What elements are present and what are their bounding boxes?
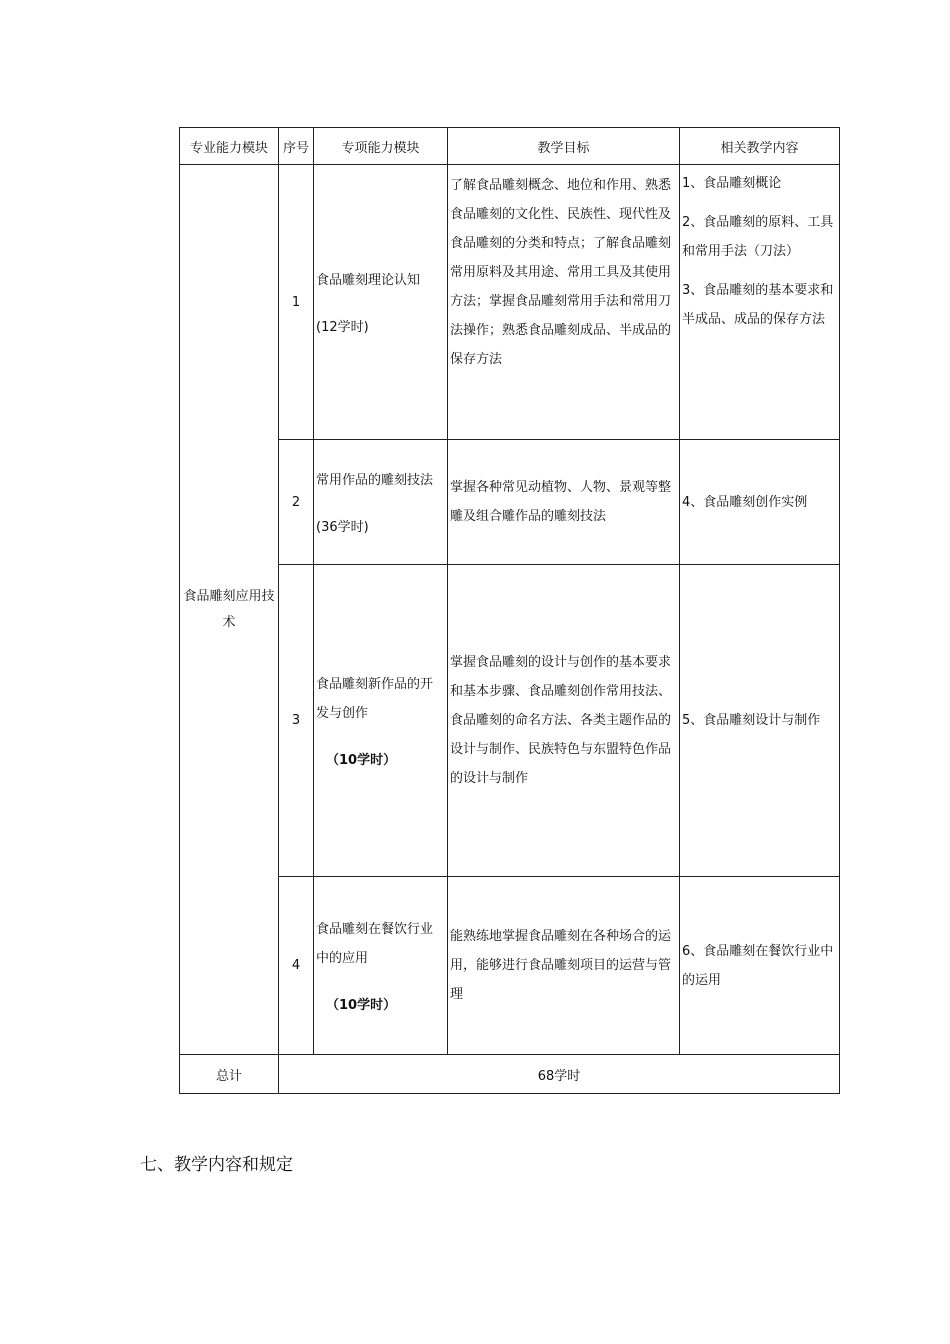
skill-cell — [314, 440, 448, 565]
total-row — [180, 1055, 840, 1094]
content-cell — [680, 440, 840, 565]
skill-hours: （10学时） — [326, 752, 397, 768]
section-heading: 七、教学内容和规定 — [140, 1155, 293, 1175]
table-row — [180, 165, 840, 440]
header-content: 相关教学内容 — [680, 128, 840, 165]
skill-cell — [314, 565, 448, 877]
total-label: 总计 — [180, 1055, 279, 1094]
table-row — [180, 877, 840, 1055]
content-cell — [680, 877, 840, 1055]
row-number: 2 — [279, 440, 314, 565]
skill-hours: (36学时) — [316, 519, 369, 535]
table-row — [180, 565, 840, 877]
row-number: 1 — [279, 165, 314, 440]
row-number: 3 — [279, 565, 314, 877]
header-number: 序号 — [279, 128, 314, 165]
skill-hours: (12学时) — [316, 319, 369, 335]
skill-cell — [314, 877, 448, 1055]
content-cell — [680, 565, 840, 877]
content-item: 5、食品雕刻设计与制作 — [682, 713, 821, 728]
module-name — [180, 165, 279, 1055]
skill-hours: （10学时） — [326, 997, 397, 1013]
content-cell — [680, 165, 840, 440]
skill-name: 食品雕刻在餐饮行业中的应用 — [316, 921, 434, 966]
goal-cell: 掌握各种常见动植物、人物、景观等整雕及组合雕作品的雕刻技法 — [448, 440, 680, 565]
header-goal: 教学目标 — [448, 128, 680, 165]
content-item: 3、食品雕刻的基本要求和半成品、成品的保存方法 — [682, 283, 834, 327]
skill-name: 食品雕刻理论认知 — [316, 272, 421, 288]
header-module: 专业能力模块 — [180, 128, 279, 165]
goal-cell: 了解食品雕刻概念、地位和作用、熟悉食品雕刻的文化性、民族性、现代性及食品雕刻的分类和特点；了解食品雕刻常用原料及其用途、常用工具及其使用方法；掌握食品雕刻常用手法和常用刀法操作；熟悉食品雕刻成品、半成品的保存方法 — [448, 165, 680, 440]
content-item: 4、食品雕刻创作实例 — [682, 494, 808, 510]
table-row — [180, 440, 840, 565]
total-value: 68学时 — [279, 1055, 840, 1094]
goal-cell: 能熟练地掌握食品雕刻在各种场合的运用，能够进行食品雕刻项目的运营与管理 — [448, 877, 680, 1055]
module-name-text: 食品雕刻应用技术 — [183, 588, 275, 630]
goal-cell: 掌握食品雕刻的设计与创作的基本要求和基本步骤、食品雕刻创作常用技法、食品雕刻的命名方法、各类主题作品的设计与制作、民族特色与东盟特色作品的设计与制作 — [448, 565, 680, 877]
skill-name: 常用作品的雕刻技法 — [316, 472, 434, 488]
content-item: 1、食品雕刻概论 — [682, 176, 782, 191]
skill-name: 食品雕刻新作品的开发与创作 — [316, 676, 434, 721]
content-item: 2、食品雕刻的原料、工具和常用手法（刀法） — [682, 215, 834, 259]
header-skill: 专项能力模块 — [314, 128, 448, 165]
header-row — [180, 128, 840, 165]
row-number: 4 — [279, 877, 314, 1055]
skill-cell — [314, 165, 448, 440]
curriculum-table — [179, 127, 840, 1094]
content-item: 6、食品雕刻在餐饮行业中的运用 — [682, 943, 834, 988]
